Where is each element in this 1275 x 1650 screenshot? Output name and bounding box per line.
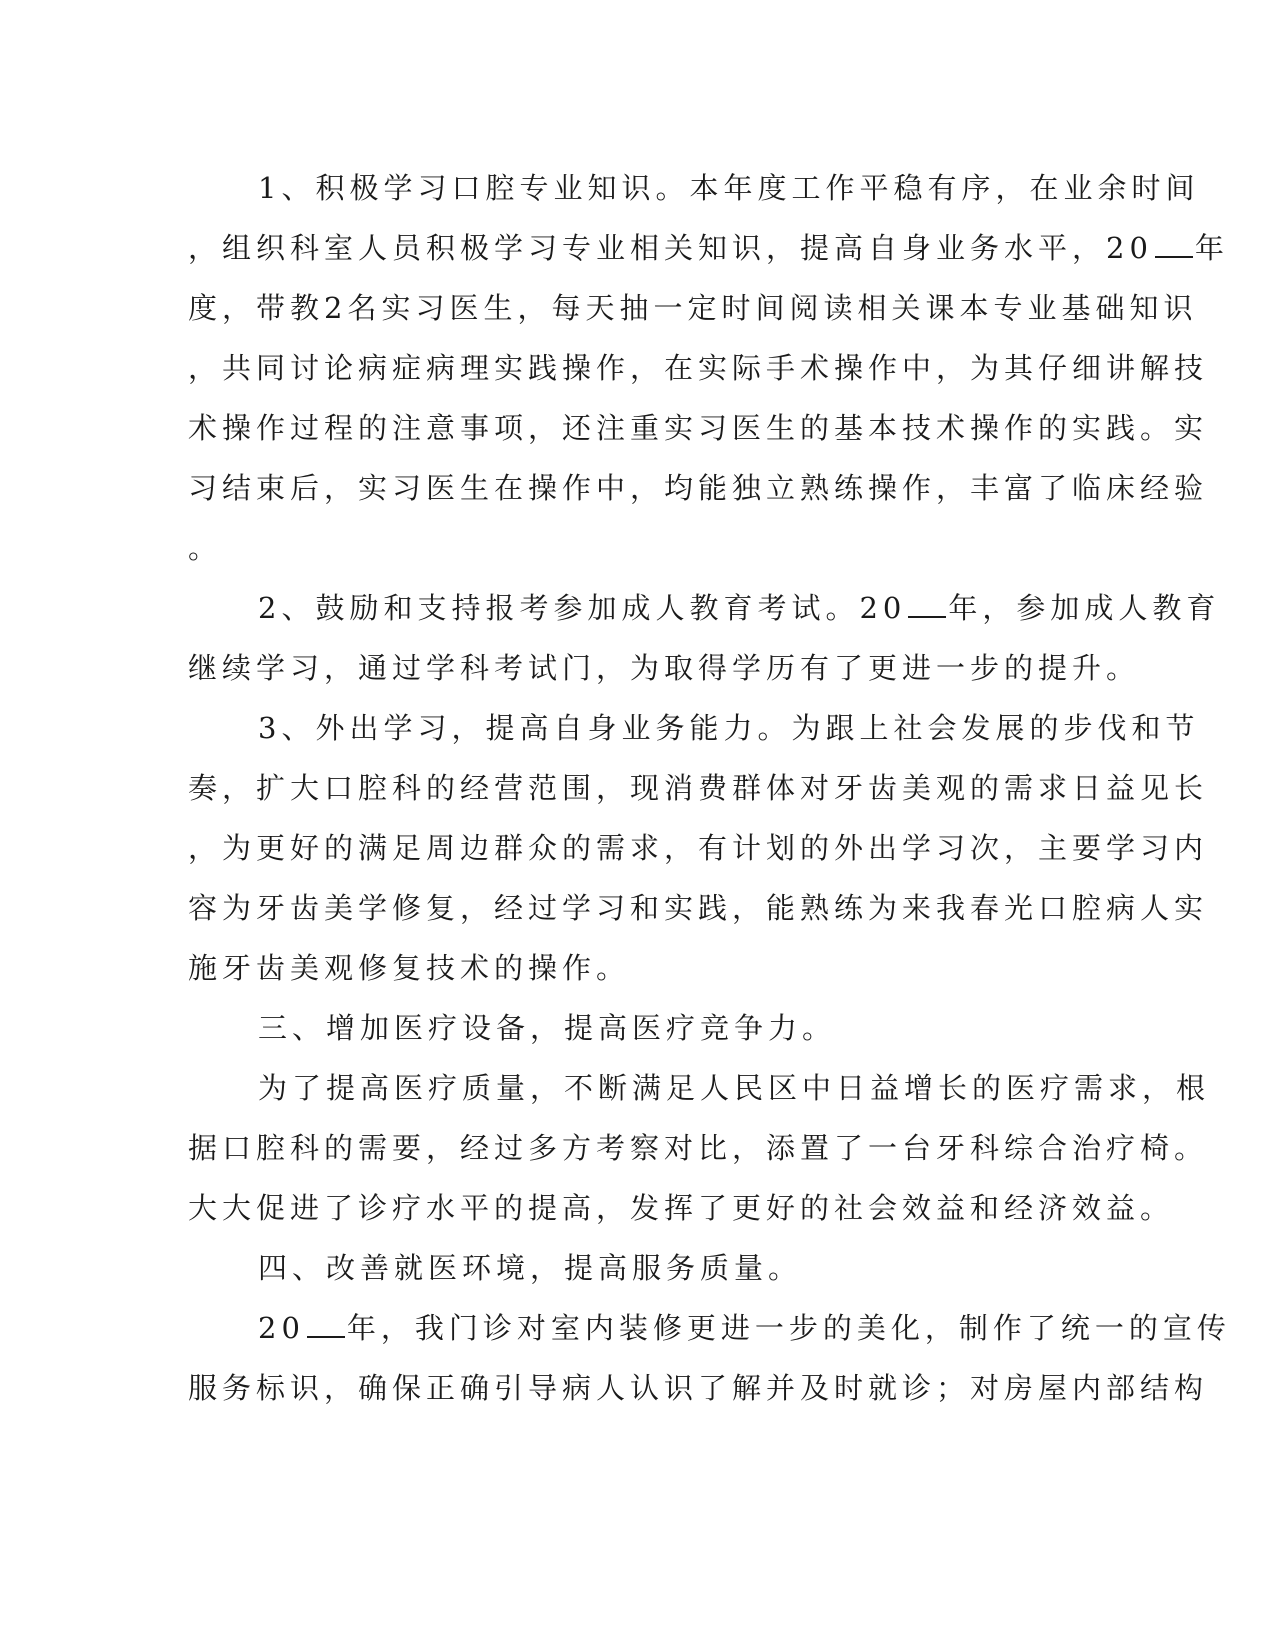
- paragraph-1-line-7: 。: [188, 531, 223, 565]
- paragraph-1-line-2: ，组织科室人员积极学习专业相关知识，提高自身业务水平，20 年: [188, 231, 1229, 265]
- paragraph-5-line-2: 服务标识，确保正确引导病人认识了解并及时就诊；对房屋内部结构: [188, 1371, 1209, 1405]
- paragraph-2-line-1: 2、鼓励和支持报考参加成人教育考试。20 年，参加成人教育: [258, 591, 1221, 625]
- paragraph-3-line-5: 施牙齿美观修复技术的操作。: [188, 951, 631, 985]
- paragraph-2-line-2: 继续学习，通过学科考试门，为取得学历有了更进一步的提升。: [188, 651, 1141, 685]
- blank-underline: [908, 594, 946, 618]
- paragraph-1-line-3: 度，带教2名实习医生，每天抽一定时间阅读相关课本专业基础知识: [188, 291, 1198, 325]
- section-heading-3: 三、增加医疗设备，提高医疗竞争力。: [258, 1011, 837, 1045]
- section-heading-4: 四、改善就医环境，提高服务质量。: [258, 1251, 803, 1285]
- paragraph-3-line-4: 容为牙齿美学修复，经过学习和实践，能熟练为来我春光口腔病人实: [188, 891, 1209, 925]
- paragraph-4-line-2: 据口腔科的需要，经过多方考察对比，添置了一台牙科综合治疗椅。: [188, 1131, 1209, 1165]
- paragraph-3-line-2: 奏，扩大口腔科的经营范围，现消费群体对牙齿美观的需求日益见长: [188, 771, 1209, 805]
- paragraph-1-line-1: 1、积极学习口腔专业知识。本年度工作平稳有序，在业余时间: [258, 171, 1200, 205]
- blank-underline: [1155, 234, 1193, 258]
- blank-underline: [307, 1314, 345, 1338]
- paragraph-4-line-3: 大大促进了诊疗水平的提高，发挥了更好的社会效益和经济效益。: [188, 1191, 1175, 1225]
- paragraph-5-line-1: 20 年，我门诊对室内装修更进一步的美化，制作了统一的宣传: [258, 1311, 1231, 1345]
- paragraph-3-line-3: ，为更好的满足周边群众的需求，有计划的外出学习次，主要学习内: [188, 831, 1209, 865]
- paragraph-1-line-4: ，共同讨论病症病理实践操作，在实际手术操作中，为其仔细讲解技: [188, 351, 1209, 385]
- paragraph-3-line-1: 3、外出学习，提高自身业务能力。为跟上社会发展的步伐和节: [258, 711, 1200, 745]
- paragraph-1-line-6: 习结束后，实习医生在操作中，均能独立熟练操作，丰富了临床经验: [188, 471, 1209, 505]
- body-text: [188, 158, 1231, 1418]
- paragraph-1-line-5: 术操作过程的注意事项，还注重实习医生的基本技术操作的实践。实: [188, 411, 1209, 445]
- paragraph-4-line-1: 为了提高医疗质量，不断满足人民区中日益增长的医疗需求，根: [258, 1071, 1211, 1105]
